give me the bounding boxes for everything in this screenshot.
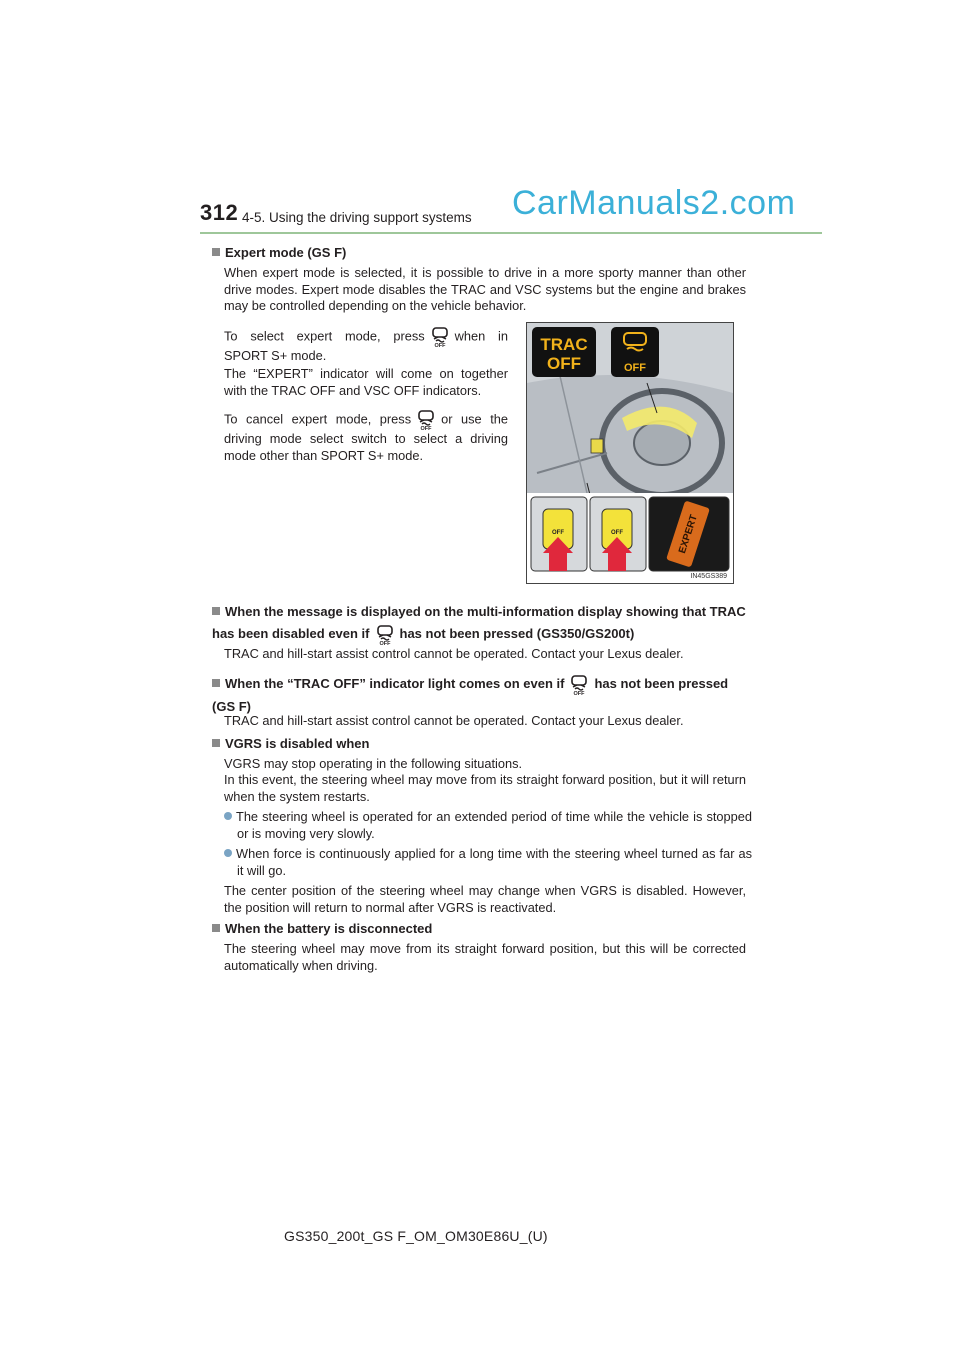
bullet-dot-icon bbox=[224, 849, 232, 857]
square-bullet-icon bbox=[212, 679, 220, 687]
svg-text:OFF: OFF bbox=[552, 530, 564, 536]
trac-off-body: TRAC and hill-start assist control cannot be operated. Contact your Lexus dealer. bbox=[224, 713, 684, 728]
vgrs-bullet-2: When force is continuously applied for a long time with the steering wheel turned as far as it will go. bbox=[224, 846, 752, 879]
expert-mode-illustration bbox=[526, 322, 734, 584]
svg-text:TRAC: TRAC bbox=[540, 335, 588, 354]
section-title-expert: Expert mode (GS F) bbox=[212, 244, 346, 261]
vgrs-body-2: In this event, the steering wheel may move from its straight forward position, but it will return when the system restarts. bbox=[224, 772, 746, 804]
bullet-dot-icon bbox=[224, 812, 232, 820]
vgrs-bullet-1: The steering wheel is operated for an extended period of time while the vehicle is stopped or is moving very slowly. bbox=[224, 809, 752, 842]
svg-text:OFF: OFF bbox=[420, 426, 432, 431]
expert-cancel-text: To cancel expert mode, press OFF or use the driving mode select switch to select a driving mode other than SPORT S+ mode. bbox=[224, 409, 508, 464]
section-title-message: When the message is displayed on the multi-information display showing that TRAC has been disabled even if OFF has not been pressed (GS350/GS200t) bbox=[212, 604, 746, 646]
square-bullet-icon bbox=[212, 924, 220, 932]
svg-text:EXPERT: EXPERT bbox=[677, 513, 700, 555]
square-bullet-icon bbox=[212, 248, 220, 256]
svg-text:OFF: OFF bbox=[624, 362, 646, 374]
figure-code: IN45GS389 bbox=[690, 573, 727, 580]
expert-select-text: To select expert mode, press OFF when in SPORT S+ mode. bbox=[224, 326, 508, 365]
vgrs-body-1: VGRS may stop operating in the following situations. bbox=[224, 756, 523, 771]
section-title-trac-off: When the “TRAC OFF” indicator light comes on even if OFF has not been pressed (GS F) bbox=[212, 673, 750, 718]
dashboard-drawing bbox=[527, 323, 733, 583]
svg-text:OFF: OFF bbox=[547, 354, 581, 373]
watermark: CarManuals2.com bbox=[512, 184, 796, 222]
message-body: TRAC and hill-start assist control cannot be operated. Contact your Lexus dealer. bbox=[224, 646, 684, 661]
trac-off-switch-icon bbox=[568, 674, 590, 696]
section-title-battery: When the battery is disconnected bbox=[212, 920, 432, 937]
footer-code: GS350_200t_GS F_OM_OM30E86U_(U) bbox=[284, 1228, 548, 1244]
header-rule bbox=[200, 232, 822, 234]
expert-intro: When expert mode is selected, it is possible to drive in a more sporty manner than other drive modes. Expert mode disables the TRAC and VSC systems but the engine and brakes may be controlled depending on the vehicle behavior. bbox=[224, 265, 746, 313]
trac-off-switch-icon bbox=[415, 409, 437, 431]
battery-body: The steering wheel may move from its straight forward position, but this will be corrected automatically when driving. bbox=[224, 941, 746, 973]
expert-indicator-text: The “EXPERT” indicator will come on together with the TRAC OFF and VSC OFF indicators. bbox=[224, 366, 508, 398]
svg-text:OFF: OFF bbox=[434, 343, 446, 348]
svg-text:OFF: OFF bbox=[379, 640, 390, 646]
page-number: 312 bbox=[200, 200, 239, 225]
trac-off-switch-icon bbox=[429, 326, 451, 348]
chapter-title: 4-5. Using the driving support systems bbox=[242, 210, 472, 225]
svg-text:OFF: OFF bbox=[573, 690, 585, 696]
square-bullet-icon bbox=[212, 739, 220, 747]
svg-text:OFF: OFF bbox=[611, 530, 623, 536]
vgrs-body-3: The center position of the steering wheel may change when VGRS is disabled. However, the position will return to normal after VGRS is reactivated. bbox=[224, 883, 746, 915]
section-title-vgrs: VGRS is disabled when bbox=[212, 735, 369, 752]
square-bullet-icon bbox=[212, 607, 220, 615]
trac-off-switch-icon bbox=[374, 624, 396, 646]
